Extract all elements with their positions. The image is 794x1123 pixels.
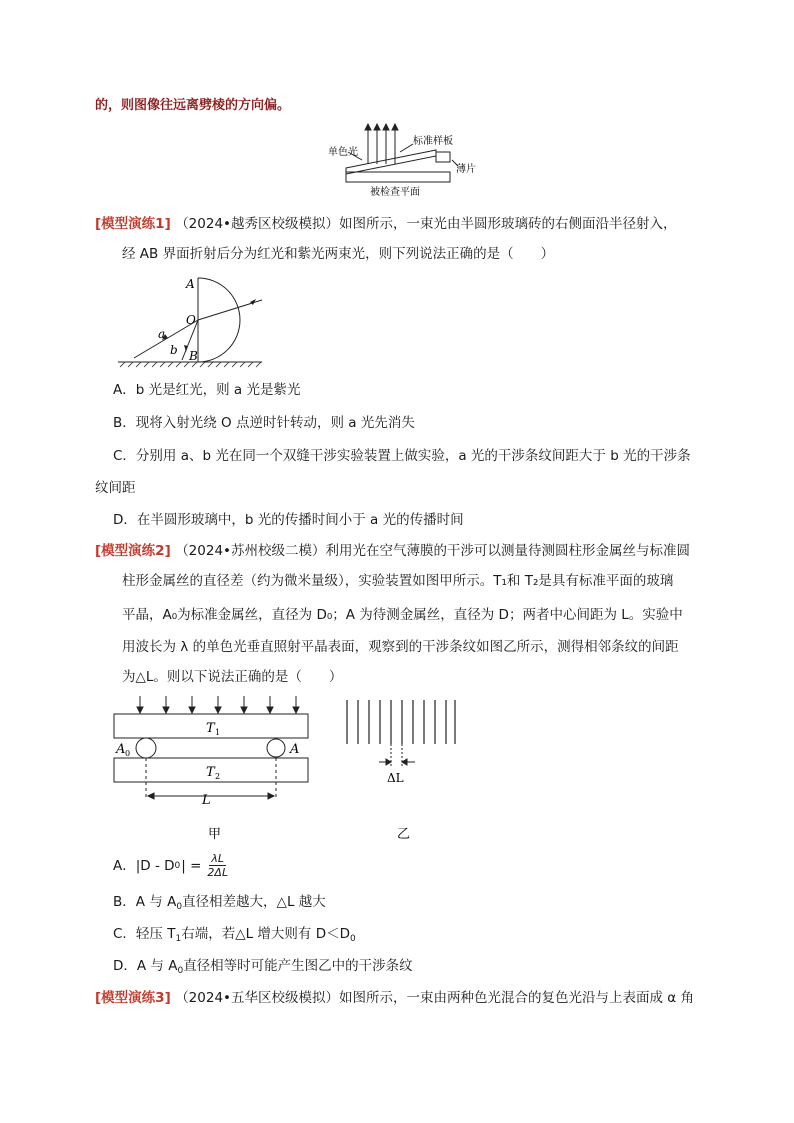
q2-stem4: 用波长为 λ 的单色光垂直照射平晶表面，观察到的干涉条纹如图乙所示，测得相邻条纹的间距 bbox=[122, 639, 679, 655]
q2-tag: [模型演练2] bbox=[95, 543, 171, 559]
label-b: b bbox=[170, 343, 178, 357]
label-tested-plane: 被检查平面 bbox=[370, 187, 420, 198]
label-A0: A bbox=[116, 742, 126, 757]
q2-option-d: D．A 与 $A_0$直径相等时可能产生图乙中的干涉条纹 bbox=[113, 958, 413, 976]
q1-source: （2024•越秀区校级模拟） bbox=[175, 216, 340, 232]
wedge-figure bbox=[318, 120, 478, 200]
q2-stem1: 利用光在空气薄膜的干涉可以测量待测圆柱形金属丝与标准圆 bbox=[325, 543, 691, 559]
label-A0-sub: 0 bbox=[125, 749, 131, 758]
q2-stem3: 平晶，A₀为标准金属丝，直径为 D₀；A 为待测金属丝，直径为 D；两者中心间距为 L。实验中 bbox=[122, 607, 683, 623]
intro-line: 的，则图像往远离劈棱的方向偏。 bbox=[95, 98, 291, 113]
label-O: O bbox=[186, 313, 196, 327]
q2-figure-jia bbox=[110, 692, 320, 842]
label-T2: T bbox=[206, 765, 215, 780]
q2-option-a bbox=[113, 852, 228, 879]
q1-tag: [模型演练1] bbox=[95, 216, 171, 232]
label-delta-L: ΔL bbox=[387, 771, 404, 785]
q3-line1 bbox=[95, 988, 694, 1008]
label-L: L bbox=[202, 793, 211, 808]
q3-source: （2024•五华区校级模拟） bbox=[175, 990, 340, 1006]
label-B: B bbox=[189, 349, 198, 363]
q1-option-c: C．分别用 a、b 光在同一个双缝干涉实验装置上做实验，a 光的干涉条纹间距大于 b 光的干涉条 bbox=[113, 448, 691, 464]
q2-option-a-mid: | = bbox=[181, 857, 202, 874]
q1-option-d: D．在半圆形玻璃中，b 光的传播时间小于 a 光的传播时间 bbox=[113, 512, 464, 528]
q2-source: （2024•苏州校级二模） bbox=[175, 543, 326, 559]
q2-option-c: C．轻压 $T_1$右端，若△L 增大则有 $D<D_0$ bbox=[113, 926, 356, 944]
q1-stem1: 如图所示，一束光由半圆形玻璃砖的右侧面沿半径射入， bbox=[339, 216, 677, 232]
q2-option-b: B．A 与 $A_0$直径相差越大，△L 越大 bbox=[113, 894, 326, 912]
caption-jia: 甲 bbox=[208, 827, 222, 842]
label-T2-sub: 2 bbox=[215, 772, 221, 781]
q1-stem2: 经 AB 界面折射后分为红光和紫光两束光，则下列说法正确的是（ ） bbox=[122, 246, 555, 262]
fraction-denominator: 2ΔL bbox=[207, 866, 229, 879]
q2-figure-yi bbox=[335, 692, 475, 842]
label-T1-sub: 1 bbox=[215, 728, 221, 737]
q1-option-c-cont: 纹间距 bbox=[95, 480, 136, 496]
q3-stem1: 如图所示，一束由两种色光混合的复色光沿与上表面成 α 角 bbox=[339, 990, 694, 1006]
q2-option-a-pre: A．|D - D bbox=[113, 857, 175, 874]
q1-option-b: B．现将入射光绕 O 点逆时针转动，则 a 光先消失 bbox=[113, 415, 415, 431]
q2-option-a-sub: 0 bbox=[174, 860, 181, 871]
label-A: A bbox=[186, 277, 195, 291]
q1-line1 bbox=[95, 214, 677, 234]
label-a: a bbox=[158, 327, 166, 341]
fraction-numerator: λL bbox=[211, 852, 225, 865]
caption-yi: 乙 bbox=[397, 827, 411, 842]
q2-stem5: 为△L。则以下说法正确的是（ ） bbox=[122, 669, 343, 685]
q2-line1 bbox=[95, 541, 690, 561]
label-A-wire: A bbox=[290, 742, 300, 757]
q1-option-a: A．b 光是红光，则 a 光是紫光 bbox=[113, 382, 301, 398]
q2-stem2: 柱形金属丝的直径差（约为微米量级），实验装置如图甲所示。T₁和 T₂是具有标准平面的玻璃 bbox=[122, 573, 674, 589]
label-standard-plate: 标准样板 bbox=[413, 136, 453, 147]
q1-figure bbox=[110, 272, 280, 368]
label-T1: T bbox=[206, 721, 215, 736]
q2-option-a-fraction bbox=[207, 852, 228, 879]
label-monochrome-light: 单色光 bbox=[328, 147, 358, 158]
label-thin-sheet: 薄片 bbox=[456, 164, 476, 175]
q3-tag: [模型演练3] bbox=[95, 990, 171, 1006]
